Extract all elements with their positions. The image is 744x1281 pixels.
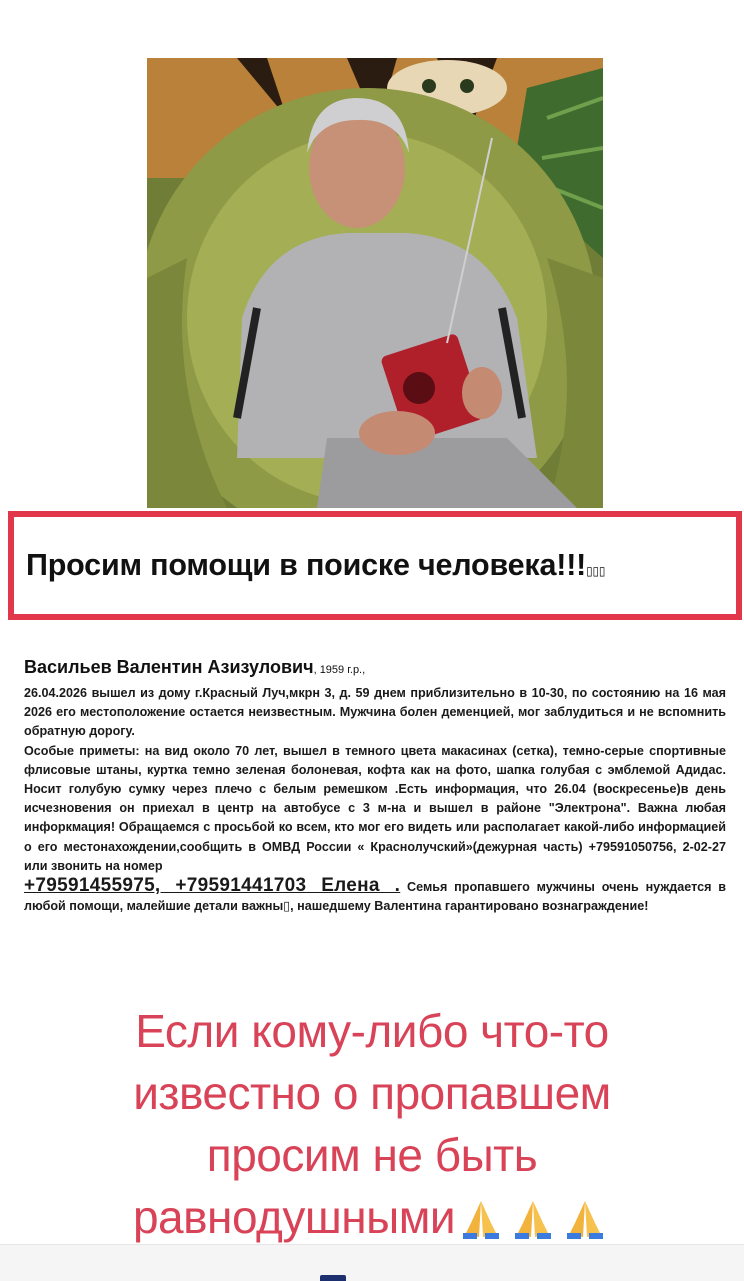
person-name-line: [24, 657, 726, 678]
praying-hands-icon: [461, 1197, 501, 1239]
appeal-message: [0, 1000, 744, 1254]
person-name: Васильев Валентин Азизулович: [24, 657, 314, 677]
missing-person-photo: [147, 58, 603, 508]
appeal-line-2: известно о пропавшем: [133, 1067, 611, 1119]
appeal-line-4-text: равнодушными: [132, 1191, 456, 1243]
headline: [26, 548, 605, 583]
reward-text: Семья пропавшего мужчины очень нуждается в любой помощи, малейшие детали важны▯, нашедшему Валентина гарантировано вознаграждение!: [24, 880, 726, 914]
contact-phones: +79591455975, +79591441703 Елена .: [24, 875, 401, 897]
paragraph-disappearance: 26.04.2026 вышел из дому г.Красный Луч,мкрн 3, д. 59 днем приблизительно в 10-30, по состоянию на 16 мая 2026 его местоположение остается неизвестным. Мужчина болен деменцией, мог заблудиться и не вспомнить обратную дорогу.: [24, 686, 726, 739]
birth-year: , 1959 г.р.,: [313, 664, 366, 676]
bottom-navigation-bar[interactable]: [0, 1244, 744, 1281]
paragraph-description: [24, 742, 726, 917]
headline-box: [8, 511, 742, 620]
headline-glyphs: ▯▯▯: [586, 564, 606, 578]
appeal-line-1: Если кому-либо что-то: [135, 1005, 609, 1057]
headline-text: Просим помощи в поиске человека!!!: [26, 548, 587, 582]
praying-hands-icon: [565, 1197, 605, 1239]
nav-handle-icon[interactable]: [320, 1275, 346, 1281]
missing-person-details: [24, 657, 726, 916]
description-text: Особые приметы: на вид около 70 лет, вышел в темного цвета макасинах (сетка), темно-серые спортивные флисовые штаны, куртка темно зеленая болоневая, кофта как на фото, шапка голубая с эмблемой Адидас. Носит голубую сумку через плечо с белым ремешком .Есть информация, что 26.04 (воскресенье)в день исчезновения он приехал в центр на автобусе с 3 м-на и вышел в районе "Электрона". Важна любая инфоркмация! Обращаемся с просьбой ко всем, кто мог его видеть или располагает какой-либо информацией о его местонахождении,сообщить в ОМВД России « Краснолучский»(дежурная часть) +79591050756, 2-02-27 или звонить на номер: [24, 743, 726, 873]
appeal-line-3: просим не быть: [206, 1129, 538, 1181]
person-photo-image: [147, 58, 603, 508]
praying-hands-icon: [513, 1197, 553, 1239]
